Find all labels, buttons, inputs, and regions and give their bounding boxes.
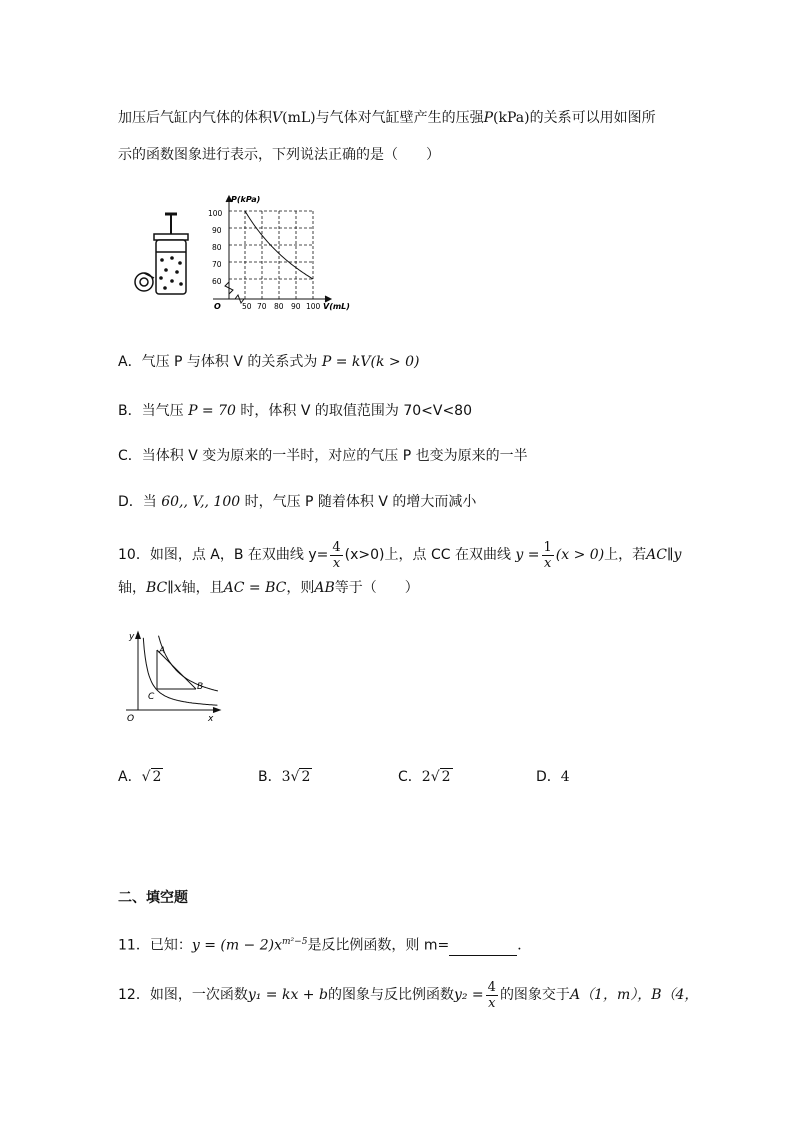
- q10-formula-y: y =: [515, 547, 540, 563]
- q10-stem-line2-a: 轴，: [118, 580, 146, 596]
- q12-text1: 的图象与反比例函数: [327, 987, 454, 1003]
- q9-stem-line2: 示的函数图象进行表示，下列说法正确的是（ ）: [118, 147, 440, 163]
- sqrt-2: √ 2: [290, 769, 311, 785]
- q12-text2: 的图象交于: [499, 987, 570, 1003]
- y-tick-90: 90: [212, 226, 222, 235]
- pressure-volume-chart: [205, 192, 365, 312]
- graph-y-label: y: [129, 632, 135, 642]
- y-tick-70: 70: [212, 260, 222, 269]
- q12-prefix: 12．如图，一次函数: [118, 987, 248, 1003]
- y-tick-60: 60: [212, 277, 222, 286]
- y-axis-label: P(kPa): [231, 195, 261, 204]
- origin-label: O: [214, 302, 221, 311]
- q9-stem-text-c: 的关系可以用如图所: [529, 110, 656, 126]
- q11-prefix: 11．已知：: [118, 937, 192, 954]
- q9-stem-text-b: 与气体对气缸壁产生的压强: [315, 110, 484, 126]
- q9-option-a-text: A．气压 P 与体积 V 的关系式为: [118, 354, 318, 370]
- sqrt-2: √ 2: [141, 769, 162, 785]
- gas-cylinder-illustration: [132, 208, 194, 300]
- q10-stem-line1: [118, 538, 681, 572]
- q9-option-b-text2: 时，体积 V 的取值范围为: [240, 403, 399, 419]
- graph-point-c: C: [148, 692, 155, 702]
- y-tick-80: 80: [212, 243, 222, 252]
- q11-text: 是反比例函数，则 m=: [307, 937, 450, 954]
- x-tick-100: 100: [306, 302, 321, 311]
- x-tick-80: 80: [274, 302, 284, 311]
- q10-stem-c: C 在双曲线: [440, 547, 511, 563]
- x-tick-50: 50: [242, 302, 252, 311]
- q10-option-c[interactable]: C．2√ 2: [398, 769, 451, 785]
- graph-origin-label: O: [127, 714, 135, 724]
- q10-stem-b: (x>0)上，点 C: [344, 547, 441, 563]
- q10-fraction-4-over-x: $\frac{4}{x}$: [332, 539, 341, 571]
- q11-end: ．: [517, 937, 532, 954]
- section-heading-fill-in-blank: 二、填空题: [118, 890, 188, 906]
- q9-option-c[interactable]: C．当体积 V 变为原来的一半时，对应的气压 P 也变为原来的一半: [118, 448, 528, 464]
- q9-option-b-text: B．当气压: [118, 403, 184, 419]
- q12-point-b: B（4，: [651, 987, 699, 1003]
- graph-x-label: x: [208, 714, 214, 724]
- q9-option-b[interactable]: [118, 401, 472, 421]
- q10-formula-ab: AB: [314, 580, 335, 596]
- q9-var-v: V: [272, 110, 283, 126]
- q10-formula-ac-eq-bc: AC = BC: [223, 580, 287, 596]
- q12-fraction-4-over-x: $\frac{4}{x}$: [487, 979, 496, 1011]
- q10-stem-line2-c: ，则: [286, 580, 315, 596]
- x-tick-90: 90: [291, 302, 301, 311]
- q10-stem-line2: [118, 578, 419, 598]
- q10-option-a[interactable]: A．√ 2: [118, 769, 162, 785]
- q10-option-b[interactable]: B．3√ 2: [258, 769, 311, 785]
- q10-stem-line2-b: 轴，且: [181, 580, 224, 596]
- sqrt-2: √ 2: [430, 769, 451, 785]
- q10-option-d[interactable]: D．4: [536, 769, 570, 785]
- graph-point-b: B: [197, 682, 204, 692]
- hyperbola-curve-4-over-x: [159, 636, 218, 691]
- q10-domain: (x > 0): [555, 547, 605, 563]
- q9-unit-kpa: (kPa): [493, 110, 530, 126]
- q9-option-d-text: D．当: [118, 494, 157, 510]
- q9-option-d-formula: 60,, V,, 100: [161, 494, 241, 510]
- hyperbola-graph: [118, 630, 228, 726]
- q9-option-a-formula: P = kV(k > 0): [321, 354, 420, 370]
- hyperbola-curve-1-over-x: [143, 638, 217, 705]
- q10-fraction-1-over-x: $\frac{1}{x}$: [543, 539, 552, 571]
- y-tick-100: 100: [208, 209, 223, 218]
- q11-answer-blank[interactable]: [449, 941, 517, 956]
- q9-option-b-formula: P = 70: [188, 403, 236, 419]
- graph-point-a: A: [159, 646, 166, 656]
- q11-exponent: m²−5: [282, 937, 308, 947]
- q9-unit-ml: (mL): [282, 110, 316, 126]
- q10-stem-a: 10．如图，点 A，B 在双曲线 y=: [118, 547, 329, 563]
- q9-stem-text-a: 加压后气缸内气体的体积: [118, 110, 272, 126]
- q10-stem-e: 上，若: [604, 547, 647, 563]
- q11-formula: y = (m − 2)x: [191, 937, 283, 954]
- q12-point-a: A（1，m），: [569, 987, 652, 1003]
- graph-axes: [126, 632, 220, 713]
- chart-grid: [229, 211, 313, 299]
- q10-stem-line2-d: 等于（ ）: [334, 580, 419, 596]
- q9-option-d[interactable]: [118, 492, 476, 512]
- cylinder-piston-icon: [135, 214, 188, 294]
- q9-stem-line1: [118, 108, 656, 128]
- q12-formula-y2: y₂ =: [453, 987, 484, 1003]
- q9-option-a[interactable]: [118, 352, 419, 372]
- q12-formula-linear: y₁ = kx + b: [247, 987, 328, 1003]
- q12: [118, 978, 698, 1012]
- x-axis-label: V(mL): [323, 302, 350, 311]
- x-tick-70: 70: [257, 302, 267, 311]
- q9-option-d-text2: 时，气压 P 随着体积 V 的增大而减小: [244, 494, 477, 510]
- q11: [118, 932, 531, 956]
- q10-formula-ac-parallel: AC∥y: [646, 547, 682, 563]
- q10-formula-bc-parallel: BC∥x: [146, 580, 182, 596]
- q9-var-p: P: [483, 110, 494, 126]
- q9-option-b-range: 70<V<80: [403, 403, 472, 419]
